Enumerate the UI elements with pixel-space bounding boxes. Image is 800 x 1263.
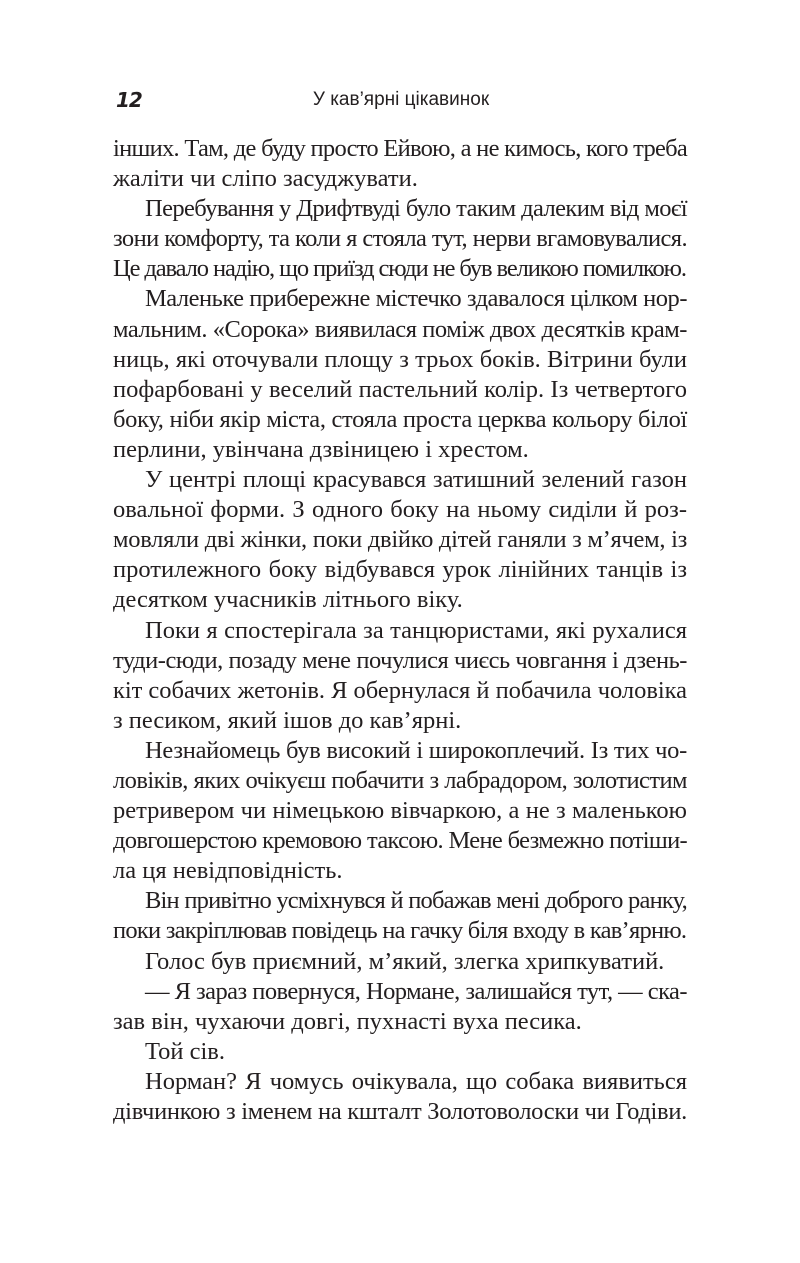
- text-line: — Я зараз повернуся, Нормане, залишайся тут, — ска-: [145, 977, 687, 1005]
- page-number: 12: [116, 88, 142, 112]
- paragraph: [113, 1037, 687, 1067]
- text-line: овальної форми. З одного боку на ньому сиділи й роз-: [113, 496, 687, 524]
- text-line: протилежного боку відбувався урок лінійних танців із: [113, 556, 687, 584]
- paragraph: [113, 1067, 687, 1127]
- text-line: з песиком, який ішов до кав’ярні.: [113, 706, 462, 734]
- paragraph: [113, 284, 687, 465]
- text-line: перлини, увінчана дзвіницею і хрестом.: [113, 435, 529, 463]
- text-line: Голос був приємний, м’який, злегка хрипкуватий.: [145, 947, 665, 975]
- text-line: зони комфорту, та коли я стояла тут, нерви вгамовувалися.: [113, 225, 687, 253]
- paragraph: [113, 977, 687, 1037]
- text-line: Норман? Я чомусь очікувала, що собака виявиться: [145, 1067, 687, 1095]
- text-line: кіт собачих жетонів. Я обернулася й побачила чоловіка: [113, 676, 687, 704]
- paragraph: [113, 465, 687, 615]
- text-line: дівчинкою з іменем на кшталт Золотоволоски чи Годіви.: [113, 1098, 687, 1125]
- text-line: довгошерстою кремовою таксою. Мене безмежно потіши-: [113, 827, 687, 855]
- text-line: поки закріплював повідець на гачку біля входу в кав’ярню.: [113, 917, 687, 945]
- paragraph: [113, 134, 687, 194]
- text-line: ловіків, яких очікуєш побачити з лабрадором, золотистим: [113, 766, 687, 794]
- text-line: У центрі площі красувався затишний зелений газон: [145, 466, 687, 494]
- paragraph: [113, 886, 687, 946]
- text-line: Він привітно усміхнувся й побажав мені доброго ранку,: [145, 887, 687, 915]
- text-line: зав він, чухаючи довгі, пухнасті вуха песика.: [113, 1007, 582, 1035]
- text-line: туди-сюди, позаду мене почулися чиєсь човгання і дзень-: [113, 646, 687, 674]
- text-line: пофарбовані у веселий пастельний колір. Із четвертого: [113, 375, 687, 403]
- text-line: ла ця невідповідність.: [113, 857, 343, 885]
- text-line: мовляли дві жінки, поки двійко дітей ганяли з м’ячем, із: [113, 526, 687, 554]
- text-line: Маленьке прибережне містечко здавалося цілком нор-: [145, 285, 687, 313]
- text-line: боку, ніби якір міста, стояла проста церква кольору білої: [113, 405, 687, 433]
- text-line: Незнайомець був високий і широкоплечий. Із тих чо-: [145, 736, 687, 764]
- paragraph: [113, 947, 687, 977]
- text-line: жаліти чи сліпо засуджувати.: [113, 165, 418, 193]
- paragraph: [113, 616, 687, 736]
- text-line: десятком учасників літнього віку.: [113, 586, 463, 614]
- text-line: Поки я спостерігала за танцюристами, які рухалися: [145, 616, 687, 644]
- text-line: мальним. «Сорока» виявилася поміж двох десятків крам-: [113, 315, 687, 343]
- paragraph: [113, 736, 687, 886]
- running-title: У кав’ярні цікавинок: [312, 89, 490, 110]
- text-line: Перебування у Дрифтвуді було таким далеким від моєї: [145, 195, 687, 223]
- body-text: [113, 134, 687, 1127]
- text-line: ретривером чи німецькою вівчаркою, а не з маленькою: [113, 797, 687, 825]
- text-line: ниць, які оточували площу з трьох боків. Вітрини були: [113, 345, 687, 373]
- text-line: інших. Там, де буду просто Ейвою, а не кимось, кого треба: [113, 135, 687, 162]
- text-line: Це давало надію, що приїзд сюди не був великою помилкою.: [113, 255, 686, 283]
- text-line: Той сів.: [145, 1037, 225, 1065]
- paragraph: [113, 194, 687, 284]
